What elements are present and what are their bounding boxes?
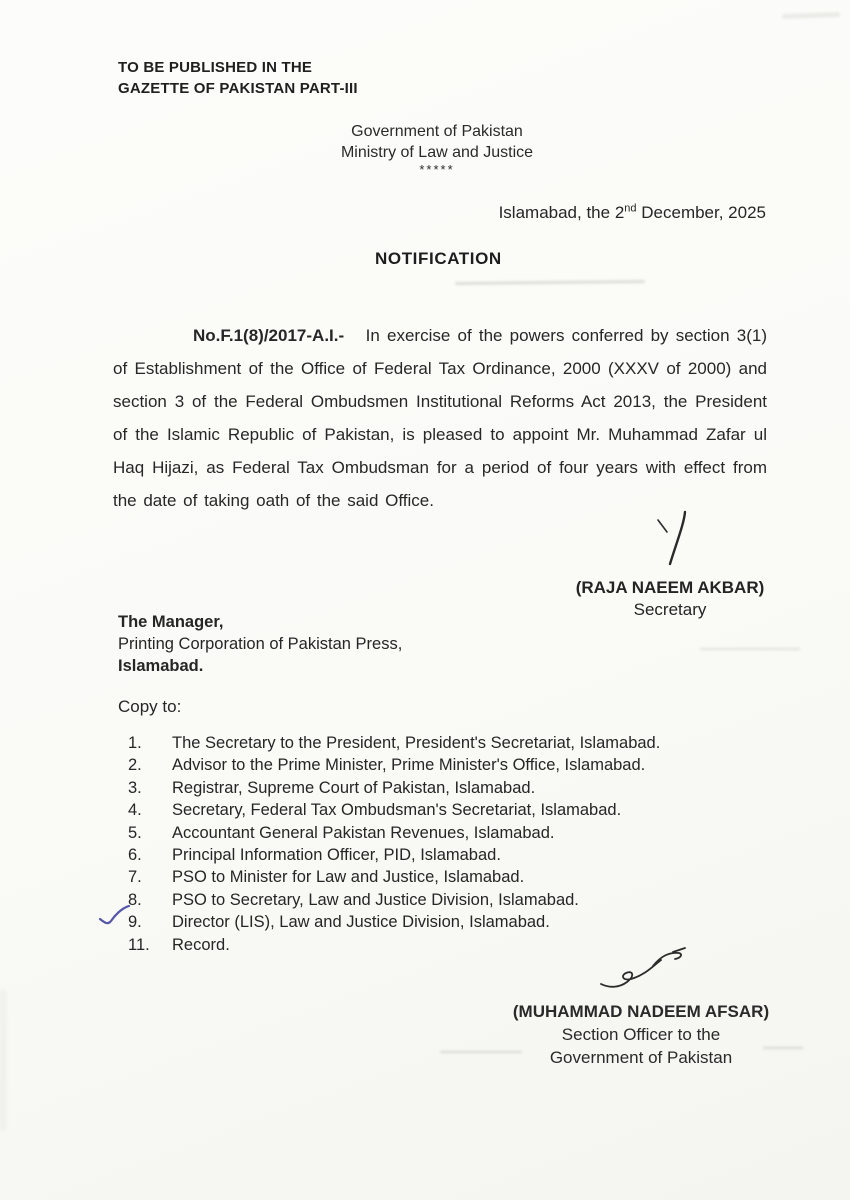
org-block [297,121,577,177]
signatory-secretary-name: (RAJA NAEEM AKBAR) [575,578,765,597]
dateline [400,203,766,223]
signatory-section-officer-name: (MUHAMMAD NADEEM AFSAR) [512,1002,770,1021]
scan-artifact [0,990,6,1130]
list-item-number: 2. [128,756,142,775]
list-item [128,911,748,933]
list-item-number: 5. [128,823,142,842]
dateline-prefix: Islamabad, the 2 [498,203,625,222]
reference-number: No.F.1(8)/2017-A.I.- [193,326,345,345]
list-item [128,777,748,799]
list-item [128,889,748,911]
list-item-text: PSO to Secretary, Law and Justice Division, Islamabad. [172,890,579,909]
scan-artifact [700,648,800,650]
list-item-number: 7. [128,868,142,887]
pen-checkmark-icon [98,903,132,936]
list-item [128,844,748,866]
dateline-suffix: December, 2025 [636,203,766,222]
list-item [128,754,748,776]
scan-artifact [782,12,840,19]
list-item-text: Principal Information Officer, PID, Islamabad. [172,846,501,865]
addressee-recipient: The Manager, [118,613,224,631]
list-item [128,866,748,888]
copy-to-label: Copy to: [118,697,182,716]
notification-heading: NOTIFICATION [375,249,502,268]
body-text: In exercise of the powers conferred by section 3(1) of Establishment of the Office of Federal Tax Ordinance, 2000 (XXXV of 2000) and section 3 of the Federal Ombudsmen Institutional Reforms Act 2013, the President of the Islamic Republic of Pakistan, is pleased to appoint Mr. Muhammad Zafar ul Haq Hijazi, as Federal Tax Ombudsman for a period of four years with effect from the date of taking oath of the said Office. [113,326,767,510]
dateline-ordinal-superscript: nd [624,202,637,215]
list-item-number: 3. [128,778,142,797]
list-item-number: 4. [128,801,142,820]
list-item-number: 11. [128,935,150,954]
signatory-section-officer-title2: Government of Pakistan [549,1048,733,1067]
list-item-number: 6. [128,846,142,865]
scan-artifact [455,280,645,285]
list-item-text: Advisor to the Prime Minister, Prime Minister's Office, Islamabad. [172,756,646,775]
list-item-text: Director (LIS), Law and Justice Division, Islamabad. [172,913,550,932]
list-item-text: The Secretary to the President, President's Secretariat, Islamabad. [172,734,661,752]
org-ministry-line: Ministry of Law and Justice [340,144,534,161]
list-item [128,732,748,754]
addressee-organization: Printing Corporation of Pakistan Press, [118,635,403,653]
section-officer-signature-icon [595,944,695,1001]
signatory-section-officer-block [505,1000,777,1069]
addressee-city: Islamabad. [118,657,204,675]
signatory-secretary-title: Secretary [633,600,707,619]
gazette-header-line2: GAZETTE OF PAKISTAN PART-III [118,80,358,97]
copy-distribution-list [128,732,748,956]
gazette-header [118,57,358,99]
list-item-number: 9. [128,913,142,932]
signatory-section-officer-title1: Section Officer to the [561,1025,721,1044]
list-item-text: Secretary, Federal Tax Ombudsman's Secretariat, Islamabad. [172,801,622,820]
org-government-line: Government of Pakistan [351,123,523,140]
list-item [128,799,748,821]
secretary-signature-icon [648,508,708,575]
signatory-secretary-block [565,577,775,621]
body-paragraph [113,319,767,517]
list-item-number: 1. [128,734,142,752]
list-item-number: 8. [128,890,142,909]
list-item-text: Accountant General Pakistan Revenues, Islamabad. [172,823,555,842]
list-item-text: PSO to Minister for Law and Justice, Islamabad. [172,868,525,887]
gazette-header-line1: TO BE PUBLISHED IN THE [118,59,313,76]
addressee-block [118,611,402,677]
list-item-text: Record. [172,935,230,954]
org-stars-divider: ***** [419,162,455,177]
list-item-text: Registrar, Supreme Court of Pakistan, Islamabad. [172,778,536,797]
list-item [128,822,748,844]
